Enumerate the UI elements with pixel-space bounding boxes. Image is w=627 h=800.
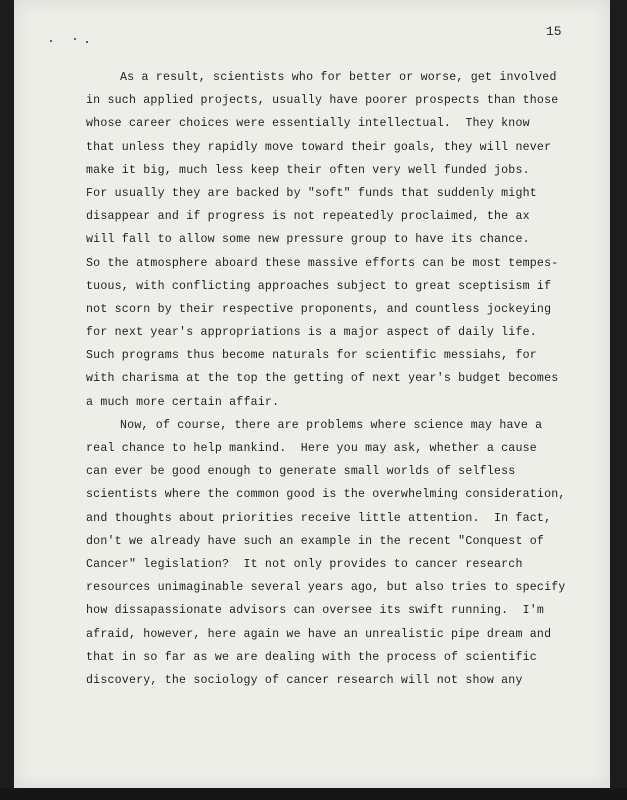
text-line: and thoughts about priorities receive little attention. In fact, <box>86 511 552 525</box>
scan-border <box>0 788 627 800</box>
text-line: whose career choices were essentially intellectual. They know <box>86 117 530 131</box>
text-line: that in so far as we are dealing with the process of scientific <box>86 650 537 664</box>
text-line: As a result, scientists who for better or worse, get involved <box>120 71 557 84</box>
text-line: how dissapassionate advisors can oversee its swift running. I'm <box>86 604 545 618</box>
text-line: with charisma at the top the getting of next year's budget becomes <box>86 372 559 386</box>
text-line: for next year's appropriations is a major aspect of daily life. <box>86 326 537 340</box>
text-line: disappear and if progress is not repeatedly proclaimed, the ax <box>86 210 530 224</box>
text-line: make it big, much less keep their often very well funded jobs. <box>86 163 530 177</box>
text-line: in such applied projects, usually have poorer prospects than those <box>86 94 559 108</box>
text-line: For usually they are backed by "soft" funds that suddenly might <box>86 186 537 200</box>
text-line: tuous, with conflicting approaches subject to great sceptisism if <box>86 279 552 293</box>
text-line: not scorn by their respective proponents, and countless jockeying <box>86 302 552 316</box>
document-page <box>14 0 610 788</box>
text-line: Now, of course, there are problems where science may have a <box>120 418 543 432</box>
text-line: Cancer" legislation? It not only provides to cancer research <box>86 557 523 571</box>
text-line: scientists where the common good is the overwhelming consideration, <box>86 488 566 502</box>
text-line: So the atmosphere aboard these massive efforts can be most tempes- <box>86 256 559 270</box>
text-line: that unless they rapidly move toward their goals, they will never <box>86 140 552 154</box>
paragraph-2 <box>86 414 606 692</box>
page-number: 15 <box>546 24 562 39</box>
text-line: real chance to help mankind. Here you may ask, whether a cause <box>86 442 537 455</box>
paper-specks <box>50 38 100 44</box>
body-text <box>86 66 606 692</box>
text-line: will fall to allow some new pressure group to have its chance. <box>86 233 530 247</box>
text-line: a much more certain affair. <box>86 395 280 409</box>
text-line: resources unimaginable several years ago, but also tries to specify <box>86 581 566 595</box>
text-line: discovery, the sociology of cancer research will not show any <box>86 673 523 687</box>
text-line: can ever be good enough to generate small worlds of selfless <box>86 465 516 479</box>
text-line: afraid, however, here again we have an unrealistic pipe dream and <box>86 627 552 641</box>
text-line: don't we already have such an example in the recent "Conquest of <box>86 534 545 548</box>
paragraph-1 <box>86 66 606 414</box>
text-line: Such programs thus become naturals for scientific messiahs, for <box>86 349 537 363</box>
